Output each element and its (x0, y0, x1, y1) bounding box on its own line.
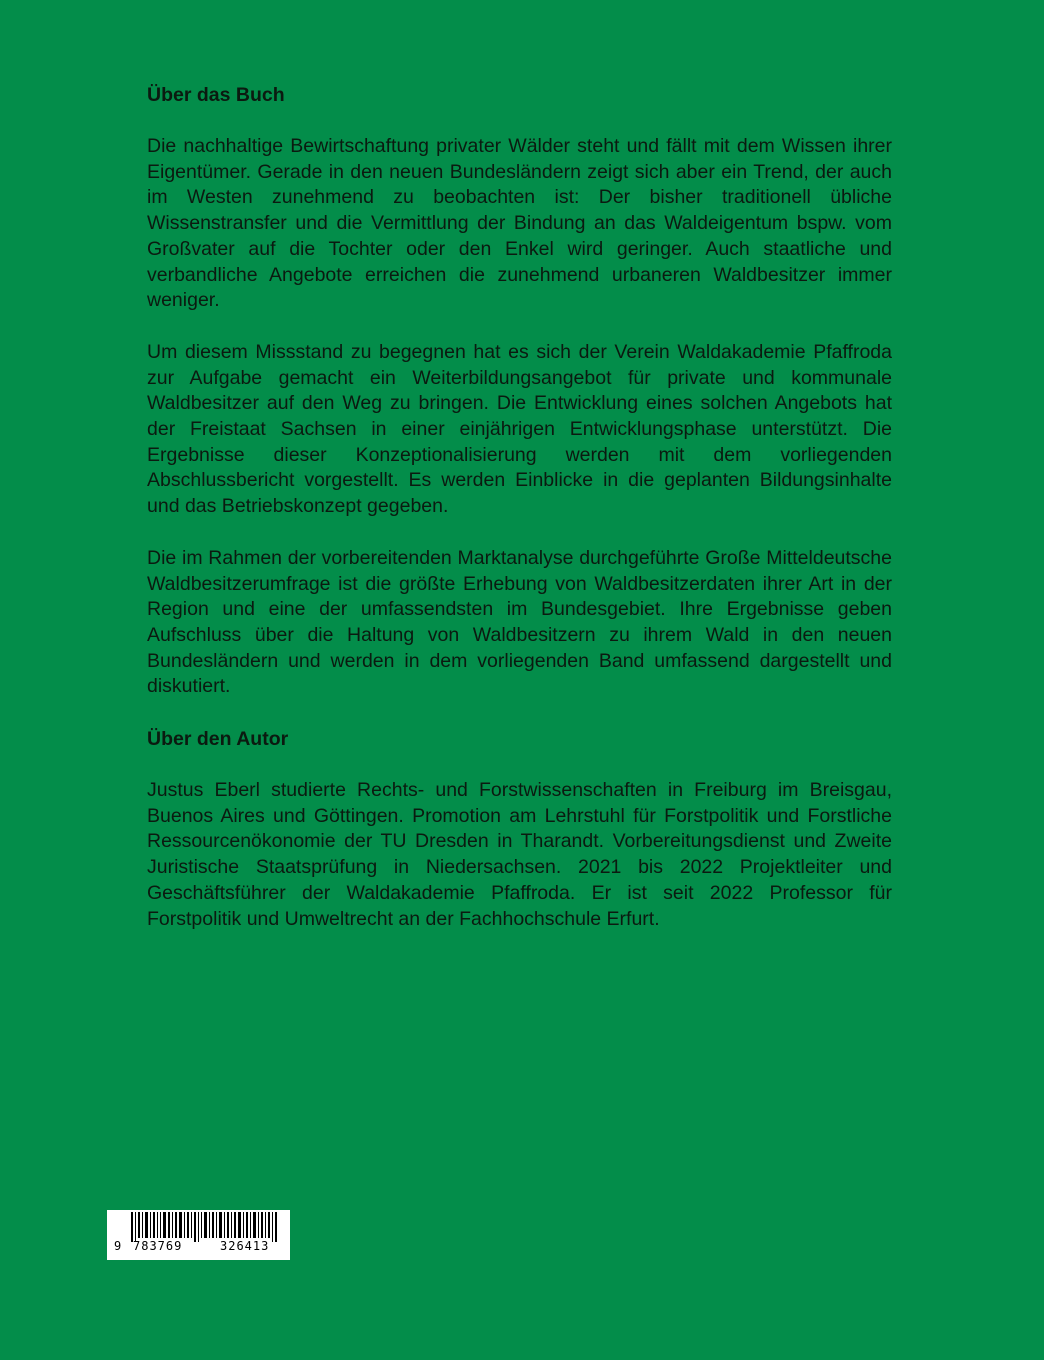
about-author-heading: Über den Autor (147, 728, 289, 751)
barcode-right-group: 326413 (220, 1239, 270, 1253)
about-book-heading: Über das Buch (147, 84, 285, 106)
about-book-paragraph-3: Die im Rahmen der vorbereitenden Marktanalyse durchgeführte Große Mitteldeutsche Waldbesitzerumfrage ist die größte Erhebung von Waldbesitzerdaten ihrer Art in der Region und eine der umfassendsten im Bundesgebiet. Ihre Ergebnisse geben Aufschluss über die Haltung von Waldbesitzern zu ihrem Wald in den neuen Bundesländern und werden in dem vorliegenden Band umfassend dargestellt und diskutiert. (147, 546, 892, 698)
about-book-paragraph-1: Die nachhaltige Bewirtschaftung privater Wälder steht und fällt mit dem Wissen ihrer Eigentümer. Gerade in den neuen Bundesländern zeigt sich aber ein Trend, der auch im Westen zunehmend zu beobachten ist: Der bisher traditionell übliche Wissenstransfer und die Vermittlung der Bindung an das Waldeigentum bspw. vom Großvater auf die Tochter oder den Enkel wird geringer. Auch staatliche und verbandliche Angebote erreichen die zunehmend urbaneren Waldbesitzer immer weniger. (147, 135, 892, 312)
barcode-first-digit: 9 (114, 1239, 122, 1253)
about-author-paragraph: Justus Eberl studierte Rechts- und Forstwissenschaften in Freiburg im Breisgau, Buenos Aires und Göttingen. Promotion am Lehrstuhl für Forstpolitik und Forstliche Ressourcenökonomie der TU Dresden in Tharandt. Vorbereitungsdienst und Zweite Juristische Staatsprüfung in Niedersachsen. 2021 bis 2022 Projektleiter und Geschäftsführer der Waldakademie Pfaffroda. Er ist seit 2022 Professor für Forstpolitik und Umweltrecht an der Fachhochschule Erfurt. (147, 779, 892, 930)
barcode-left-group: 783769 (133, 1239, 183, 1253)
isbn-barcode (107, 1210, 290, 1260)
barcode-bars (107, 1210, 290, 1242)
about-book-paragraph-2: Um diesem Missstand zu begegnen hat es sich der Verein Waldakademie Pfaffroda zur Aufgabe gemacht ein Weiterbildungsangebot für private und kommunale Waldbesitzer auf den Weg zu bringen. Die Entwicklung eines solchen Angebots hat der Freistaat Sachsen in einer einjährigen Entwicklungsphase unterstützt. Die Ergebnisse dieser Konzeptionalisierung werden mit dem vorliegenden Abschlussbericht vorgestellt. Es werden Einblicke in die geplanten Bildungsinhalte und das Betriebskonzept gegeben. (147, 340, 892, 518)
cover-text (147, 82, 892, 932)
barcode-digits (107, 1239, 290, 1257)
